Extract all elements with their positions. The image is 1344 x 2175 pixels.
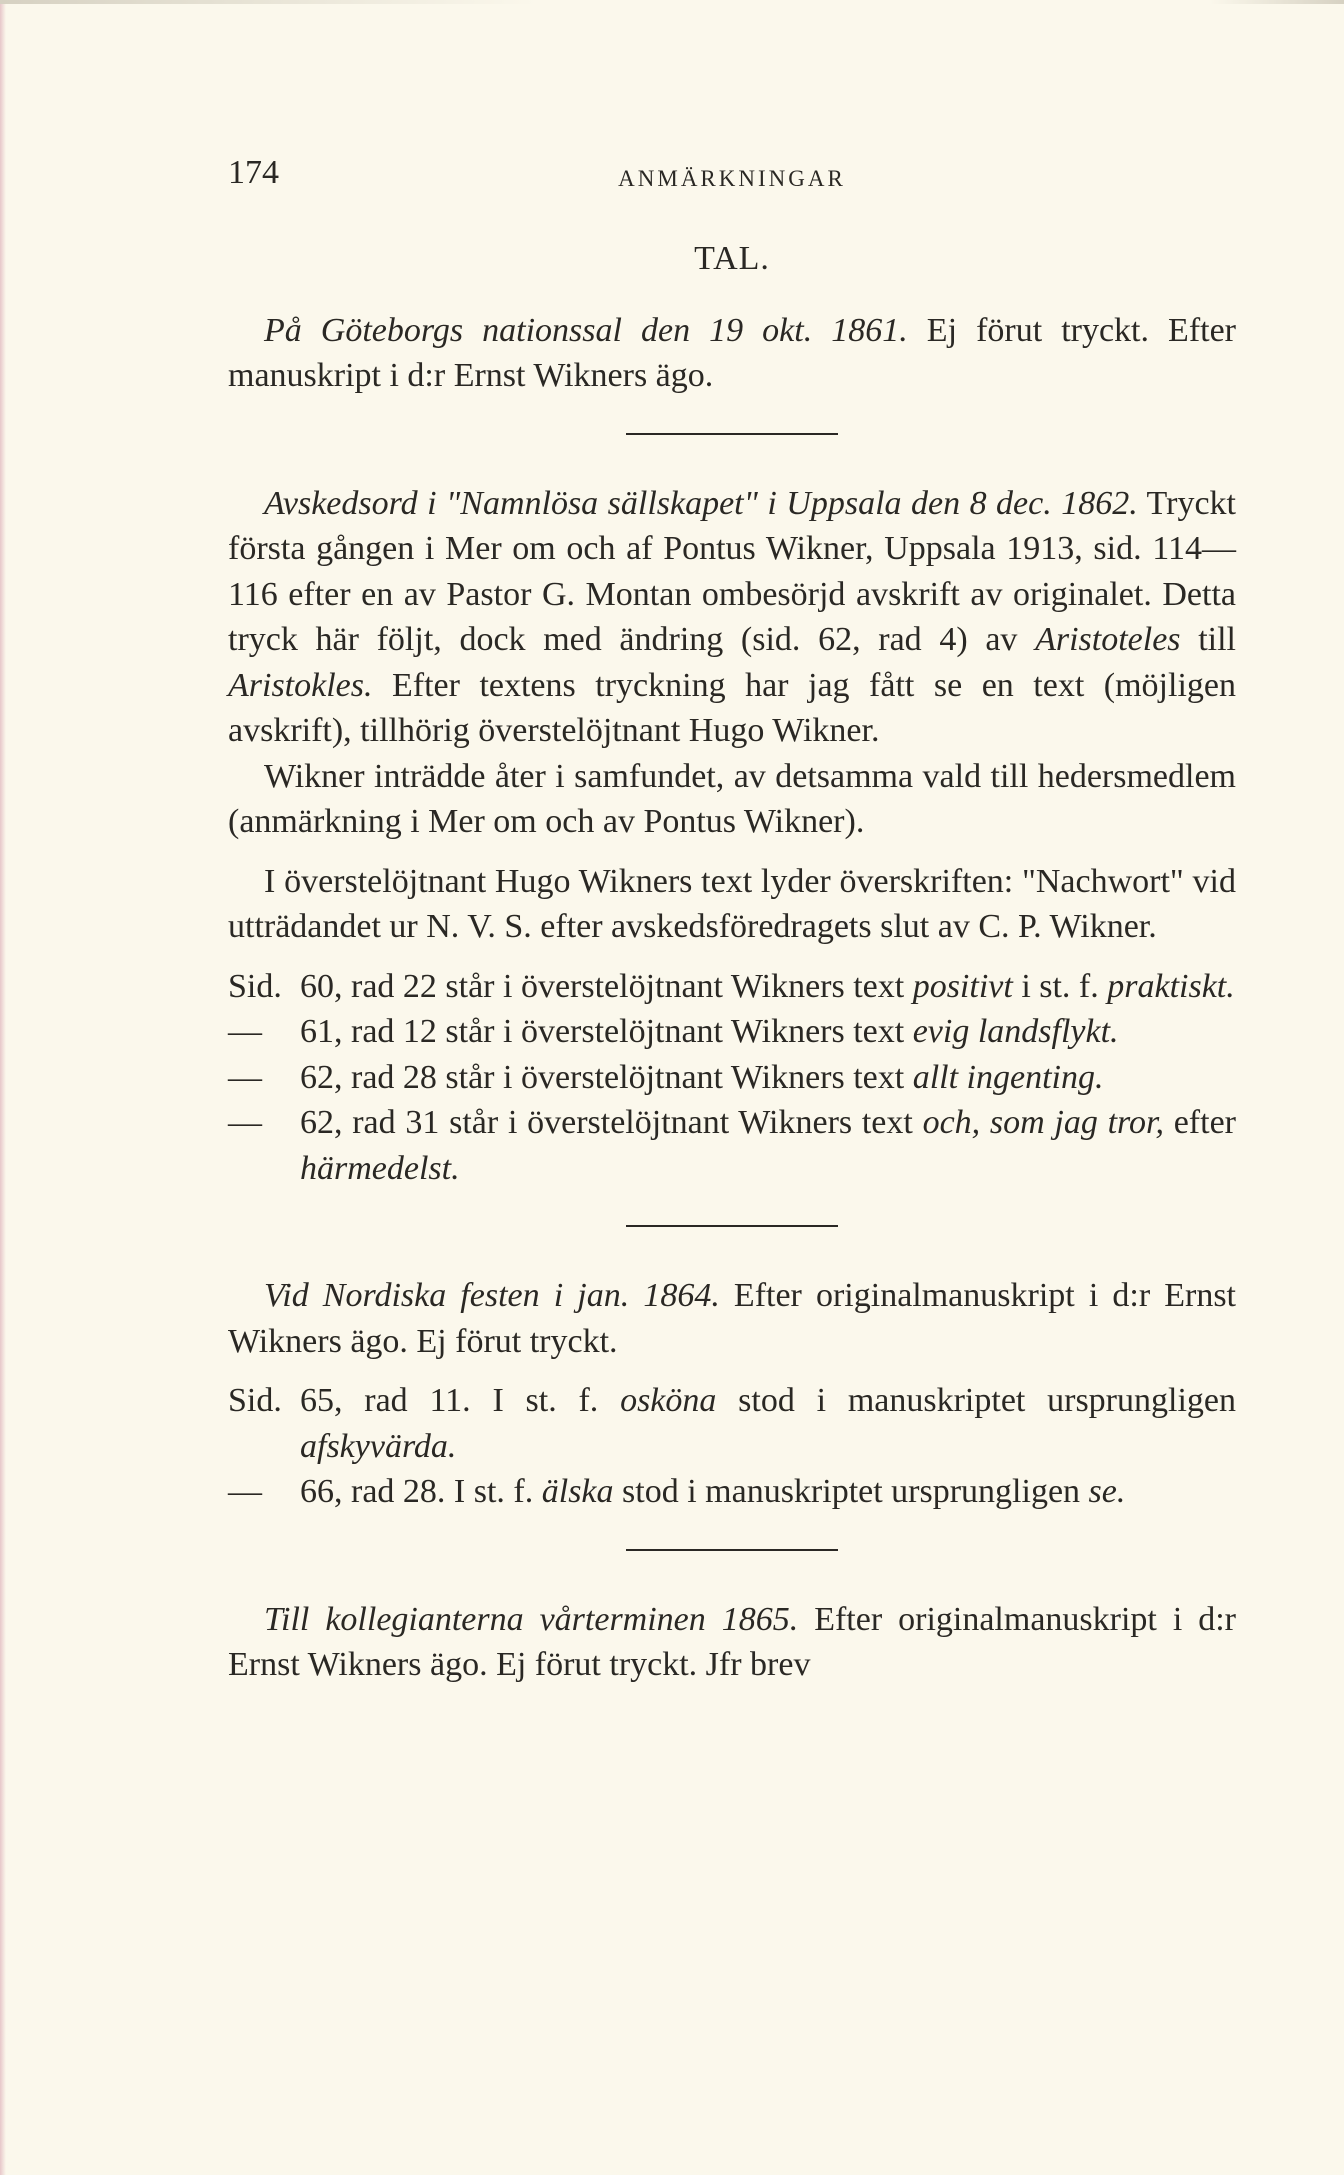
note-text: 62, rad 31 står i överstelöjtnant Wikners text och, som jag tror, efter härmedelst. bbox=[300, 1104, 1236, 1187]
note-text: 62, rad 28 står i överstelöjtnant Wikners text allt ingenting. bbox=[300, 1058, 1104, 1096]
note-item bbox=[228, 1100, 1236, 1191]
entry-1-paragraph bbox=[228, 308, 1236, 399]
note-text: 66, rad 28. I st. f. älska stod i manuskriptet ursprungligen se. bbox=[300, 1473, 1126, 1510]
note-item bbox=[228, 1009, 1236, 1055]
entry-4-text: Efter originalmanuskript i d:r Ernst Wikners ägo. Ej förut tryckt. Jfr brev bbox=[228, 1600, 1237, 1683]
entry-2-italic-title: Avskedsord i "Namnlösa sällskapet" i Uppsala den 8 dec. 1862. bbox=[264, 484, 1138, 522]
note-text: 60, rad 22 står i överstelöjtnant Wikners text positivt i st. f. praktiskt. bbox=[300, 967, 1235, 1005]
note-lead: — bbox=[228, 1058, 262, 1096]
entry-4-paragraph bbox=[228, 1597, 1236, 1688]
page-number: 174 bbox=[228, 154, 279, 191]
note-item bbox=[228, 964, 1236, 1010]
separator-rule-1 bbox=[626, 433, 838, 435]
note-text: 65, rad 11. I st. f. osköna stod i manuskriptet ursprungligen afskyvärda. bbox=[300, 1382, 1236, 1465]
entry-2-italic-aristokles: Aristokles. bbox=[228, 666, 373, 704]
page-edge bbox=[0, 0, 6, 2175]
entry-1-text: Ej förut tryckt. Efter manuskript i d:r Ernst Wikners ägo. bbox=[228, 311, 1237, 394]
entry-2-notes bbox=[228, 964, 1236, 1192]
section-title: TAL. bbox=[694, 240, 770, 277]
entry-2-paragraph-3: I överstelöjtnant Hugo Wikners text lyder överskriften: "Nachwort" vid utträdandet ur N. V. S. efter avskedsföredragets slut av C. P. Wikner. bbox=[228, 862, 1236, 945]
page-top-edge bbox=[0, 0, 1344, 4]
page-header bbox=[228, 140, 1236, 200]
page-content bbox=[228, 140, 1236, 1688]
note-lead: — bbox=[228, 1104, 262, 1141]
entry-3-text: Efter originalmanuskript i d:r Ernst Wikners ägo. Ej förut tryckt. bbox=[228, 1277, 1237, 1360]
note-lead: — bbox=[228, 1013, 262, 1050]
note-lead: — bbox=[228, 1473, 262, 1510]
entry-3-notes bbox=[228, 1378, 1236, 1515]
note-item bbox=[228, 1378, 1236, 1469]
running-head: ANMÄRKNINGAR bbox=[618, 166, 846, 191]
separator-rule-2 bbox=[626, 1225, 838, 1227]
note-lead: Sid. bbox=[228, 967, 282, 1005]
separator-rule-3 bbox=[626, 1549, 838, 1551]
entry-4-italic-lead: Till kollegianterna vårterminen 1865. bbox=[264, 1600, 799, 1638]
entry-1-italic-lead: På Göteborgs nationssal den 19 okt. 1861. bbox=[264, 311, 908, 349]
note-item bbox=[228, 1469, 1236, 1515]
entry-2-text-c: Efter textens tryckning har jag fått se en text (möjligen avskrift), tillhörig överstelöjtnant Hugo Wikner. bbox=[228, 666, 1236, 749]
entry-2-text-a: Tryckt första gången i Mer om och af Pontus Wikner, Uppsala 1913, sid. 114—116 efter en av Pastor G. Montan ombesörjd avskrift av originalet. Detta tryck här följt, dock med ändring (sid. 62, rad 4) av bbox=[228, 484, 1236, 658]
entry-3-paragraph bbox=[228, 1273, 1236, 1364]
entry-3-italic-lead: Vid Nordiska festen i jan. 1864. bbox=[264, 1277, 720, 1314]
entry-2-italic-aristoteles: Aristoteles bbox=[1035, 621, 1181, 658]
note-item bbox=[228, 1055, 1236, 1101]
note-lead: Sid. bbox=[228, 1382, 282, 1419]
entry-2-paragraph-2: Wikner inträdde åter i samfundet, av detsamma vald till hedersmedlem (anmärkning i Mer om och av Pontus Wikner). bbox=[228, 757, 1236, 840]
entry-2-paragraph bbox=[228, 481, 1236, 754]
entry-2-text-b: till bbox=[1180, 621, 1236, 658]
note-text: 61, rad 12 står i överstelöjtnant Wikners text evig landsflykt. bbox=[300, 1013, 1119, 1050]
